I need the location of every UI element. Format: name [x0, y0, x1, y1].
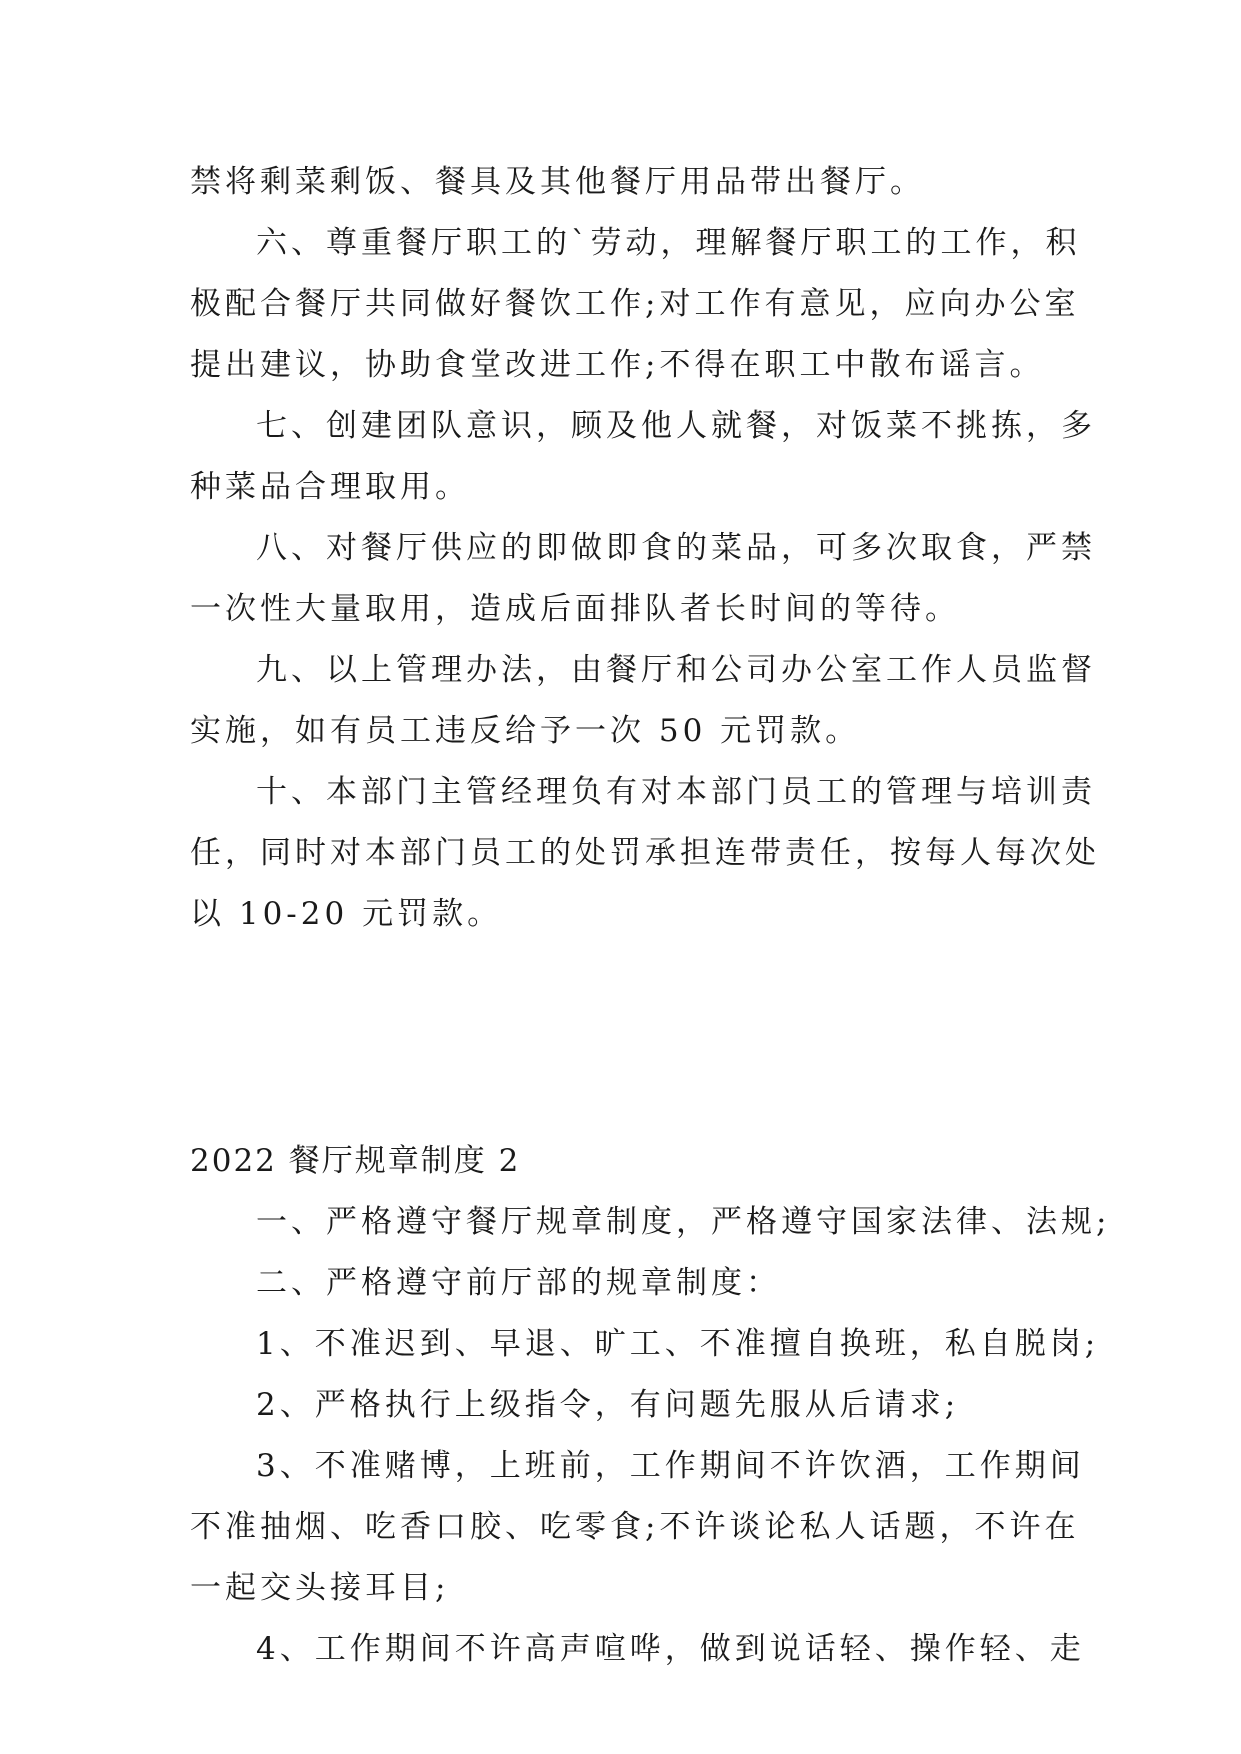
paragraph-line: 2、严格执行上级指令，有问题先服从后请求; — [256, 1387, 960, 1423]
paragraph-line: 一次性大量取用，造成后面排队者长时间的等待。 — [190, 591, 960, 627]
paragraph-line: 提出建议，协助食堂改进工作;不得在职工中散布谣言。 — [190, 347, 1045, 383]
paragraph-line: 1、不准迟到、早退、旷工、不准擅自换班，私自脱岗; — [256, 1326, 1100, 1362]
paragraph-line: 种菜品合理取用。 — [190, 469, 470, 505]
paragraph-line: 七、创建团队意识，顾及他人就餐，对饭菜不挑拣，多 — [256, 408, 1096, 444]
paragraph-line: 不准抽烟、吃香口胶、吃零食;不许谈论私人话题，不许在 — [190, 1509, 1080, 1545]
paragraph-line: 一、严格遵守餐厅规章制度，严格遵守国家法律、法规; — [256, 1204, 1111, 1240]
paragraph-line: 禁将剩菜剩饭、餐具及其他餐厅用品带出餐厅。 — [190, 164, 925, 200]
regulations-part-two — [190, 1192, 1111, 1680]
regulations-part-one — [190, 152, 1100, 945]
paragraph-line: 九、以上管理办法，由餐厅和公司办公室工作人员监督 — [256, 652, 1096, 688]
paragraph-line: 以 10-20 元罚款。 — [190, 896, 503, 932]
paragraph-line: 极配合餐厅共同做好餐饮工作;对工作有意见，应向办公室 — [190, 286, 1080, 322]
section-title: 2022 餐厅规章制度 2 — [190, 1143, 521, 1179]
document-body — [190, 152, 1111, 1680]
paragraph-line: 4、工作期间不许高声喧哗，做到说话轻、操作轻、走 — [256, 1631, 1085, 1667]
paragraph-line: 任，同时对本部门员工的处罚承担连带责任，按每人每次处 — [190, 835, 1100, 871]
section-spacer — [190, 945, 1050, 1131]
paragraph-line: 3、不准赌博，上班前，工作期间不许饮酒，工作期间 — [256, 1448, 1085, 1484]
paragraph-line: 八、对餐厅供应的即做即食的菜品，可多次取食，严禁 — [256, 530, 1096, 566]
paragraph-line: 二、严格遵守前厅部的规章制度： — [256, 1265, 781, 1301]
paragraph-line: 六、尊重餐厅职工的`劳动，理解餐厅职工的工作，积 — [256, 225, 1081, 261]
paragraph-line: 一起交头接耳目; — [190, 1570, 450, 1606]
paragraph-line: 实施，如有员工违反给予一次 50 元罚款。 — [190, 713, 861, 749]
paragraph-line: 十、本部门主管经理负有对本部门员工的管理与培训责 — [256, 774, 1096, 810]
